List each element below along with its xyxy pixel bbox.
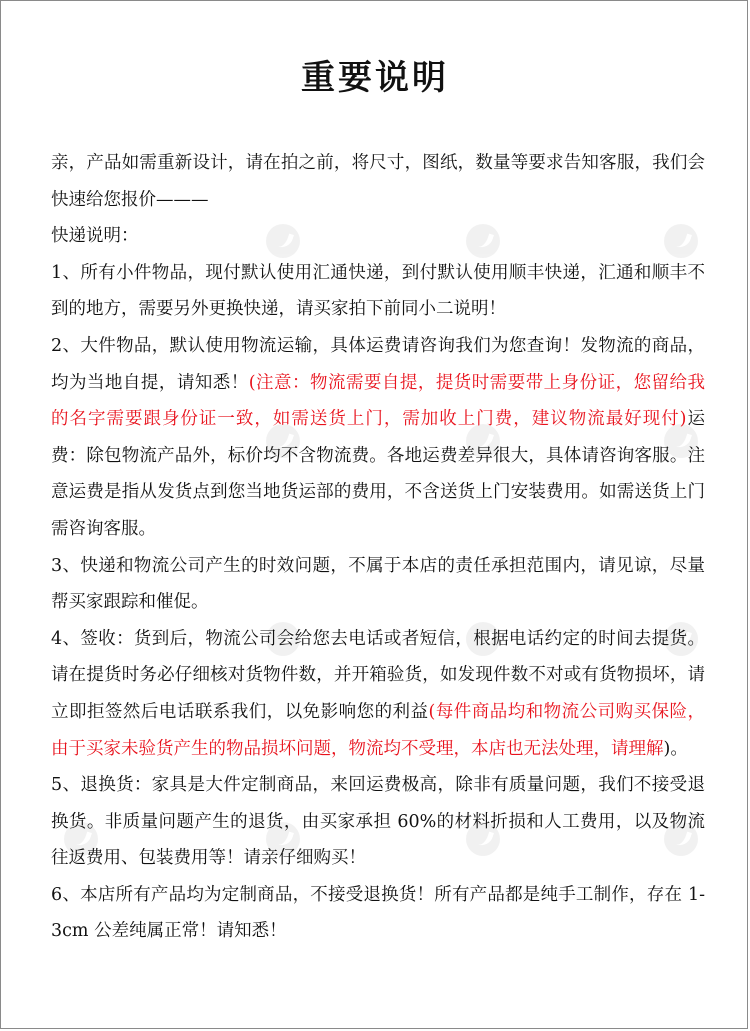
item-text: 退换货：家具是大件定制商品，来回运费极高，除非有质量问题，我们不接受退换货。非质量问题产生的退货，由买家承担 60%的材料折损和人工费用，以及物流往返费用、包装费用等！请亲仔细购买！ [51, 775, 706, 869]
item-text: 大件物品，默认使用物流运输，具体运费请咨询我们为您查询！发物流的商品，均为当地自提，请知悉！ [51, 335, 706, 393]
item-highlight: (注意：物流需要自提，提货时需要带上身份证，您留给我的名字需要跟身份证一致，如需送货上门，需加收上门费，建议物流最好现付) [51, 372, 706, 430]
item-text: )。 [663, 738, 688, 759]
section-heading: 快递说明： [51, 226, 139, 247]
notice-item-4 [51, 621, 705, 767]
intro-paragraph: 亲，产品如需重新设计，请在拍之前，将尺寸，图纸，数量等要求告知客服，我们会快速给您报价——— [51, 153, 705, 210]
page-title: 重要说明 [301, 58, 449, 98]
item-number: 6、 [51, 884, 81, 905]
item-text: 快递和物流公司产生的时效问题，不属于本店的责任承担范围内，请见谅，尽量帮买家跟踪和催促。 [51, 555, 706, 613]
notice-item-5 [51, 767, 705, 877]
item-number: 1、 [51, 262, 81, 283]
item-number: 3、 [51, 555, 81, 576]
item-text: 运费：除包物流产品外，标价均不含物流费。各地运费差异很大，具体请咨询客服。注意运费是指从发货点到您当地货运部的费用，不含送货上门安装费用。如需送货上门需咨询客服。 [51, 409, 706, 539]
notice-item-1 [51, 255, 705, 328]
notice-item-3 [51, 548, 705, 621]
notice-item-2 [51, 328, 705, 548]
item-number: 2、 [51, 335, 81, 356]
item-number: 5、 [51, 775, 81, 796]
item-text: 本店所有产品均为定制商品，不接受退换货！所有产品都是纯手工制作，存在 1-3cm 公差纯属正常！请知悉！ [51, 884, 706, 942]
notice-item-6 [51, 877, 705, 950]
item-text: 所有小件物品，现付默认使用汇通快递，到付默认使用顺丰快递，汇通和顺丰不到的地方，需要另外更换快递，请买家拍下前同小二说明！ [51, 262, 706, 320]
item-highlight: (每件商品均和物流公司购买保险，由于买家未验货产生的物品损坏问题，物流均不受理，本店也无法处理，请理解 [51, 701, 705, 759]
notice-body [51, 145, 705, 950]
item-number: 4、 [51, 628, 81, 649]
item-text: 签收：货到后，物流公司会给您去电话或者短信，根据电话约定的时间去提货。请在提货时务必仔细核对货物件数，并开箱验货，如发现件数不对或有货物损坏，请立即拒签然后电话联系我们，以免影响您的利益 [51, 628, 706, 722]
